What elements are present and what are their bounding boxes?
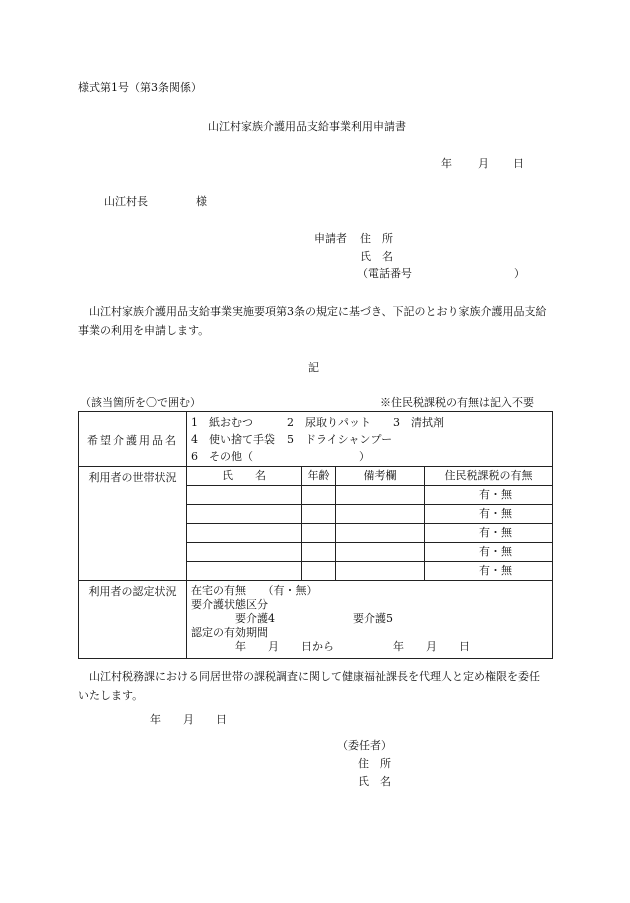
delegation-paragraph: 山江村税務課における同居世帯の課税調査に関して健康福祉課長を代理人と定め権限を委任いたします。 (78, 670, 540, 702)
household-age-cell[interactable] (302, 505, 336, 524)
cert-level-5[interactable]: 要介護5 (353, 612, 393, 625)
household-remarks-cell[interactable] (336, 543, 425, 562)
header-age: 年齢 (302, 467, 336, 486)
household-remarks-cell[interactable] (336, 524, 425, 543)
delegator-name-label: 氏 名 (358, 775, 391, 788)
supplies-label: 希望介護用品名 (79, 412, 187, 467)
application-table (78, 411, 553, 659)
cert-category: 要介護状態区分 (191, 598, 268, 611)
household-label: 利用者の世帯状況 (79, 467, 187, 581)
header-name: 氏 名 (187, 467, 302, 486)
household-age-cell[interactable] (302, 524, 336, 543)
applicant-phone-close: ） (514, 267, 525, 280)
delegator-address-label: 住 所 (358, 757, 391, 770)
household-name-cell[interactable] (187, 543, 302, 562)
delegator-label: （委任者） (337, 739, 392, 752)
household-tax-cell[interactable]: 有・無 (425, 562, 553, 581)
cert-levels (191, 612, 548, 626)
cert-home[interactable]: 在宅の有無 （有・無） (191, 584, 318, 597)
note-left: （該当箇所を〇で囲む） (80, 396, 201, 409)
option-other[interactable]: 6 その他（ (191, 449, 253, 463)
delegation-date: 年 月 日 (150, 713, 227, 726)
date-year: 年 (441, 157, 452, 170)
addressee-honorific: 様 (196, 195, 207, 208)
household-tax-cell[interactable]: 有・無 (425, 505, 553, 524)
header-remarks: 備考欄 (336, 467, 425, 486)
household-remarks-cell[interactable] (336, 486, 425, 505)
household-age-cell[interactable] (302, 562, 336, 581)
cert-period-dates (191, 640, 548, 654)
applicant-address-label: 住 所 (360, 232, 393, 245)
applicant-name-label: 氏 名 (360, 250, 393, 263)
household-age-cell[interactable] (302, 486, 336, 505)
header-tax: 住民税課税の有無 (425, 467, 553, 486)
certification-row (79, 581, 553, 659)
option-other-close: ） (359, 449, 370, 463)
applicant-label: 申請者 (314, 232, 347, 245)
applicant-phone-open: （電話番号 (357, 267, 412, 280)
intro-paragraph: 山江村家族介護用品支給事業実施要項第3条の規定に基づき、下記のとおり家族介護用品支給事業の利用を申請します。 (78, 305, 547, 337)
addressee-name: 山江村長 (104, 195, 148, 208)
date-day: 日 (513, 157, 524, 170)
supplies-line-1 (191, 414, 548, 431)
date-month: 月 (478, 157, 489, 170)
household-name-cell[interactable] (187, 524, 302, 543)
household-remarks-cell[interactable] (336, 562, 425, 581)
household-remarks-cell[interactable] (336, 505, 425, 524)
cert-period-to[interactable]: 年 月 日 (393, 640, 470, 653)
option-paper-diaper[interactable]: 1 紙おむつ (191, 415, 253, 429)
page-title: 山江村家族介護用品支給事業利用申請書 (208, 120, 406, 133)
option-urine-pad[interactable]: 2 尿取りパット (287, 415, 371, 429)
supplies-row (79, 412, 553, 467)
household-header-row (79, 467, 553, 486)
supplies-options (187, 412, 553, 467)
form-number: 様式第1号（第3条関係） (78, 81, 202, 94)
ki-heading: 記 (308, 361, 319, 374)
household-tax-cell[interactable]: 有・無 (425, 543, 553, 562)
option-cleaning-agent[interactable]: 3 清拭剤 (393, 415, 444, 429)
cert-period-from[interactable]: 年 月 日から (235, 640, 334, 653)
household-tax-cell[interactable]: 有・無 (425, 486, 553, 505)
household-name-cell[interactable] (187, 505, 302, 524)
supplies-line-2 (191, 431, 548, 448)
household-name-cell[interactable] (187, 486, 302, 505)
option-disposable-gloves[interactable]: 4 使い捨て手袋 (191, 432, 275, 446)
note-right: ※住民税課税の有無は記入不要 (380, 396, 534, 409)
cert-label: 利用者の認定状況 (79, 581, 187, 659)
option-dry-shampoo[interactable]: 5 ドライシャンプー (287, 432, 393, 446)
household-name-cell[interactable] (187, 562, 302, 581)
cert-details (187, 581, 553, 659)
supplies-line-3 (191, 448, 548, 465)
household-age-cell[interactable] (302, 543, 336, 562)
cert-level-4[interactable]: 要介護4 (235, 612, 275, 625)
household-tax-cell[interactable]: 有・無 (425, 524, 553, 543)
cert-period: 認定の有効期間 (191, 626, 268, 639)
